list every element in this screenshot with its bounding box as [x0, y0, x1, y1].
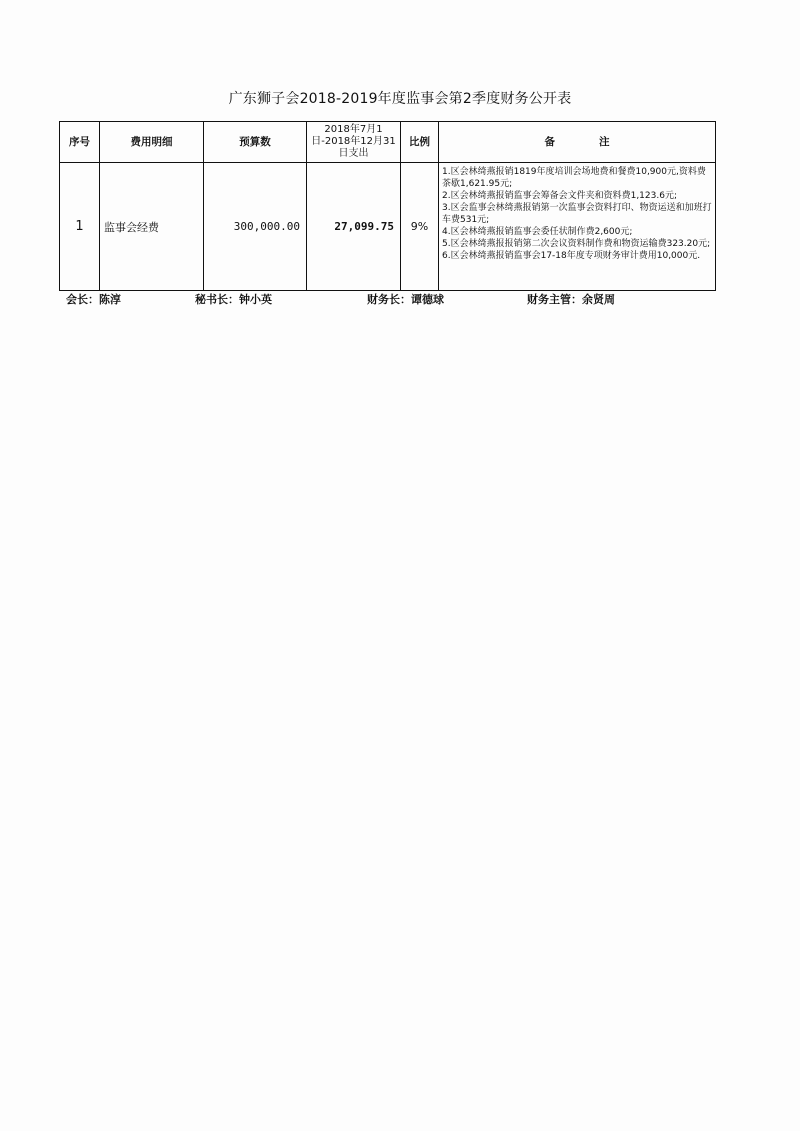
header-period-spent: 2018年7月1日-2018年12月31日支出: [307, 122, 401, 163]
remark-note: 1.区会林绮燕报销1819年度培训会场地费和餐费10,900元,资料费茶歇1,621.95元;: [442, 167, 706, 189]
remark-note: 3.区会监事会林绮燕报销第一次监事会资料打印、物资运送和加班打车费531元;: [442, 203, 712, 225]
header-remarks-char-2: 注: [599, 135, 610, 148]
row-ratio: 9%: [401, 163, 439, 291]
signature-finance-manager: 财务主管：余贤周: [527, 293, 615, 306]
header-item: 费用明细: [100, 122, 204, 163]
header-remarks-char-1: 备: [544, 135, 555, 148]
document-title: 广东狮子会2018-2019年度监事会第2季度财务公开表: [228, 91, 572, 107]
signature-president: 会长：陈淳: [66, 293, 121, 306]
row-spent: 27,099.75: [307, 163, 401, 291]
table-header-row: [60, 122, 716, 163]
remark-note: 4.区会林绮燕报销监事会委任状制作费2,600元;: [442, 227, 633, 237]
header-ratio: 比例: [401, 122, 439, 163]
row-seq: 1: [60, 163, 100, 291]
header-budget: 预算数: [204, 122, 307, 163]
remark-note: 2.区会林绮燕报销监事会筹备会文件夹和资料费1,123.6元;: [442, 191, 677, 201]
row-item: 监事会经费: [100, 163, 204, 291]
table-row: [60, 163, 716, 291]
signature-secretary: 秘书长：钟小英: [195, 293, 272, 306]
row-budget: 300,000.00: [204, 163, 307, 291]
row-remarks: [439, 163, 716, 291]
header-seq: 序号: [60, 122, 100, 163]
header-remarks: [439, 122, 716, 163]
signature-treasurer: 财务长：谭德球: [367, 293, 444, 306]
remark-note: 6.区会林绮燕报销监事会17-18年度专项财务审计费用10,000元.: [442, 251, 701, 261]
remark-note: 5.区会林绮燕报报销第二次会议资料制作费和物资运输费323.20元;: [442, 239, 711, 249]
finance-table: [59, 121, 716, 291]
